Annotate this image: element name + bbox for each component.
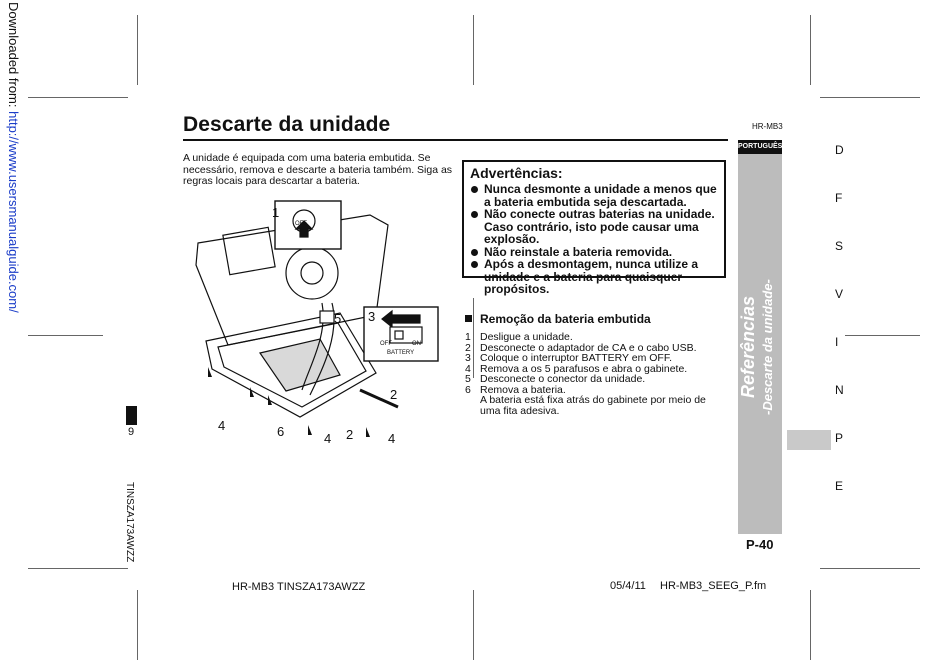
- screw: [366, 427, 370, 437]
- warning-item: Nunca desmonte a unidade a menos que a bateria embutida seja descartada.: [470, 183, 718, 208]
- switch-off-label: OFF: [380, 341, 392, 347]
- step-item: 1 Desligue a unidade.: [465, 331, 573, 343]
- step-item: 3 Coloque o interruptor BATTERY em OFF.: [465, 352, 672, 364]
- step-item: 5 Desconecte o conector da unidade.: [465, 373, 646, 385]
- crop-mark: [810, 15, 811, 85]
- switch-on-label: ON: [412, 341, 421, 347]
- crop-mark: [137, 590, 138, 660]
- crop-mark: [137, 15, 138, 85]
- footer-model: HR-MB3 TINSZA173AWZZ: [232, 581, 366, 593]
- callout: 4: [388, 431, 396, 446]
- callout: 5: [334, 311, 342, 326]
- screw: [308, 425, 312, 435]
- page-number: P-40: [746, 537, 774, 552]
- language-letter[interactable]: V: [835, 287, 844, 301]
- margin-code: TINSZA173AWZZ: [124, 482, 135, 563]
- section-title: Referências: [738, 295, 758, 399]
- callout: 6: [277, 424, 285, 439]
- crop-mark: [28, 568, 128, 569]
- battery-switch-label: BATTERY: [387, 350, 415, 356]
- language-tab: PORTUGUÊS: [738, 140, 782, 154]
- screw: [268, 395, 272, 405]
- language-letter[interactable]: S: [835, 239, 844, 253]
- callout: 1: [272, 205, 280, 220]
- language-letter-active[interactable]: P: [835, 431, 844, 445]
- control-dial: [286, 247, 338, 299]
- warnings-box: [462, 160, 726, 296]
- off-label: OFF: [295, 221, 307, 227]
- crop-mark: [28, 335, 103, 336]
- crop-mark: [820, 97, 920, 98]
- warning-item: Não conecte outras baterias na unidade. Caso contrário, isto pode causar uma explosão.: [470, 208, 718, 246]
- language-letter[interactable]: E: [835, 479, 844, 493]
- callout: 2: [390, 387, 398, 402]
- step-note: A bateria está fixa atrás do gabinete por meio de uma fita adesiva.: [480, 394, 706, 417]
- square-bullet-icon: [465, 315, 472, 322]
- language-letter[interactable]: I: [835, 335, 839, 349]
- step-item: 2 Desconecte o adaptador de CA e o cabo USB.: [465, 341, 697, 354]
- removal-title-text: Remoção da bateria embutida: [480, 312, 651, 326]
- section-heading: [738, 262, 782, 432]
- title-rule: [183, 139, 728, 141]
- download-note: [1, 2, 21, 322]
- footer-file: HR-MB3_SEEG_P.fm: [660, 580, 767, 592]
- battery-pack: [260, 339, 340, 391]
- warning-item: Não reinstale a bateria removida.: [470, 246, 718, 259]
- crop-mark: [473, 590, 474, 660]
- warning-item: Após a desmontagem, nunca utilize a unidade e a bateria para quaisquer propósitos.: [470, 258, 718, 296]
- section-subtitle: -Descarte da unidade-: [760, 279, 775, 415]
- download-note-prefix: Downloaded from:: [6, 2, 21, 112]
- crop-mark: [845, 335, 920, 336]
- footer-date: 05/4/11: [610, 580, 646, 592]
- step-item: 4 Remova a os 5 parafusos e abra o gabinete.: [465, 362, 688, 375]
- language-letter[interactable]: F: [835, 191, 843, 205]
- download-link[interactable]: http://www.usersmanualguide.com/: [6, 111, 21, 313]
- warnings-list: [470, 183, 718, 296]
- connector: [320, 311, 334, 323]
- callout: 3: [368, 309, 376, 324]
- removal-section-title: [465, 312, 651, 326]
- crop-mark: [28, 97, 128, 98]
- language-index: [835, 142, 849, 526]
- language-letter[interactable]: D: [835, 143, 844, 157]
- model-label: HR-MB3: [752, 122, 783, 131]
- crop-mark: [810, 590, 811, 660]
- callout: 4: [218, 418, 226, 433]
- callout: 2: [346, 427, 354, 442]
- intro-text: A unidade é equipada com uma bateria embutida. Se necessário, remova e descarte a bateria também. Siga as regras locais para descartar a bateria.: [183, 152, 453, 187]
- active-letter-highlight: [787, 430, 831, 450]
- removal-steps: [465, 332, 727, 416]
- crop-mark: [820, 568, 920, 569]
- language-letter[interactable]: N: [835, 383, 844, 397]
- disassembly-diagram: [190, 195, 440, 450]
- warnings-title: Advertências:: [470, 165, 563, 181]
- step-item: 6 Remova a bateria.: [465, 383, 566, 396]
- margin-tab: [126, 406, 137, 425]
- crop-mark: [473, 15, 474, 85]
- callout: 4: [324, 431, 332, 446]
- margin-number: 9: [128, 426, 135, 438]
- page-title: Descarte da unidade: [183, 113, 391, 136]
